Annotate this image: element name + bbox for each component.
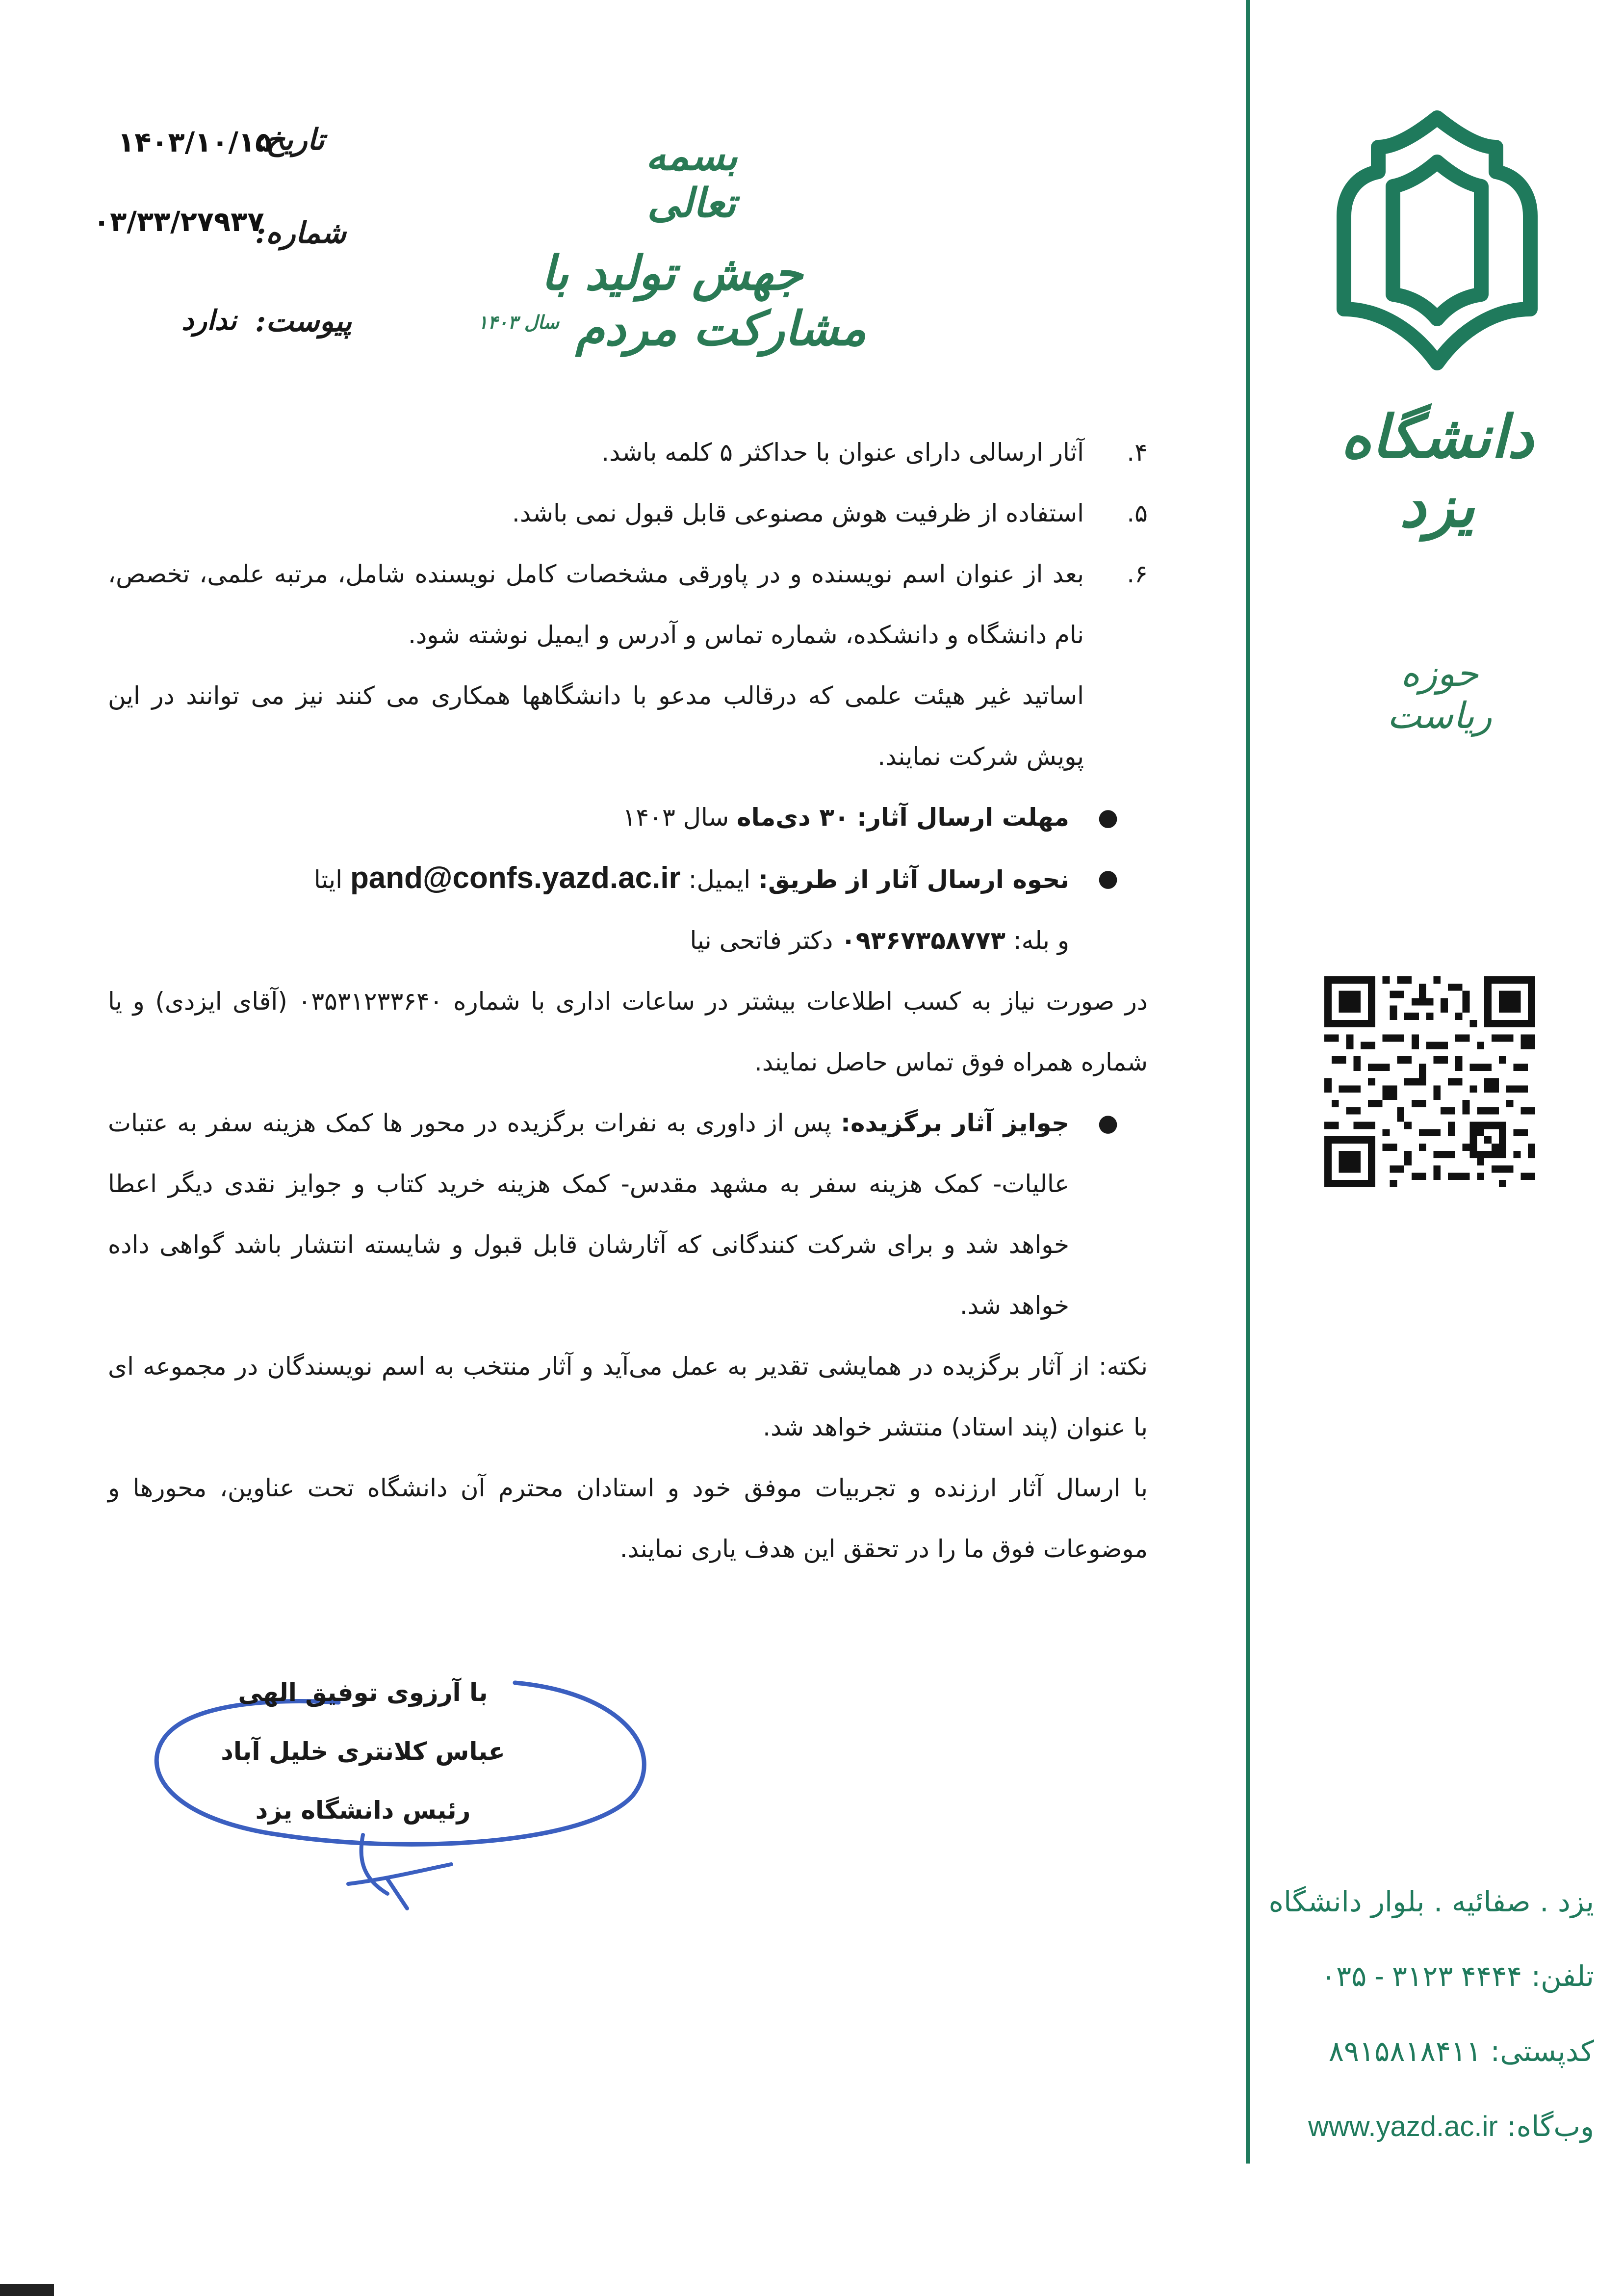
- list-item-5: [108, 483, 1148, 544]
- list-text: آثار ارسالی دارای عنوان با حداکثر ۵ کلمه باشد.: [601, 438, 1084, 467]
- prizes-text: پس از داوری به نفرات برگزیده در محور ها کمک هزینه سفر به عتبات عالیات- کمک هزینه سفر به مشهد مقدس- کمک هزینه خرید کتاب و جوایز نقدی دیگر اعطا خواهد شد و برای شرکت کنندگانی که آثارشان قابل قبول و شایسته انتشار باشد گواهی داده خواهد شد.: [108, 1109, 1069, 1320]
- number-value: ۰۳/۳۳/۲۷۹۳۷: [93, 206, 264, 238]
- website-link[interactable]: www.yazd.ac.ir: [1308, 2111, 1498, 2142]
- signature-name: عباس کلانتری خلیل آباد: [221, 1737, 505, 1766]
- corner-watermark: [0, 2284, 54, 2296]
- bullet-icon: ●: [1098, 864, 1118, 892]
- method-eitaa: ایتا: [313, 865, 343, 894]
- closing-paragraph: با ارسال آثار ارزنده و تجربیات موفق خود و استادان محترم آن دانشگاه تحت عناوین، محورها و موضوعات فوق ما را در تحقق این هدف یاری نمایند.: [108, 1474, 1148, 1563]
- attachment-value: ندارد: [181, 304, 237, 337]
- postal-label: کدپستی:: [1490, 2035, 1594, 2068]
- footer-address: یزد . صفائیه . بلوار دانشگاه: [1268, 1885, 1594, 1918]
- list-text: بعد از عنوان اسم نویسنده و در پاورقی مشخصات کامل نویسنده شامل، مرتبه علمی، تخصص، نام دانشگاه و دانشکده، شماره تماس و آدرس و ایمیل نوشته شود.: [108, 560, 1084, 649]
- footer-postal: [1261, 2014, 1594, 2089]
- yazd-university-logo-icon: [1334, 98, 1540, 392]
- method-email-label: ایمیل:: [688, 865, 751, 894]
- slogan-main: جهش تولید با مشارکت مردم: [541, 245, 866, 356]
- footer-phone: [1261, 1939, 1594, 2014]
- prizes-label: جوایز آثار برگزیده:: [841, 1109, 1069, 1137]
- bullet-icon: ●: [1098, 1109, 1118, 1137]
- submission-method-item: [108, 848, 1148, 971]
- contact-footer: [1261, 1864, 1594, 2164]
- postal-value: ۸۹۱۵۸۱۸۴۱۱: [1328, 2035, 1482, 2067]
- signature-title: رئیس دانشگاه یزد: [255, 1796, 471, 1825]
- deadline-suffix: سال ۱۴۰۳: [622, 803, 729, 832]
- deadline-value: ۳۰ دی‌ماه: [737, 803, 850, 832]
- footer-website: [1261, 2089, 1594, 2164]
- date-label: تاریخ:: [255, 123, 325, 157]
- letter-body: [108, 422, 1148, 1579]
- year-slogan: [471, 245, 873, 356]
- number-label: شماره:: [255, 216, 346, 250]
- professors-note: اساتید غیر هیئت علمی که درقالب مدعو با دانشگاهها همکاری می کنند نیز می توانند در این پویش شرکت نمایند.: [108, 681, 1084, 771]
- qr-code: [1324, 976, 1535, 1187]
- list-item-6: [108, 544, 1148, 665]
- deadline-label: مهلت ارسال آثار:: [857, 803, 1069, 832]
- signature-wish: با آرزوی توفیق الهی: [238, 1678, 488, 1707]
- attachment-label: پیوست:: [255, 304, 352, 339]
- method-person: دکتر فاتحی نیا: [690, 926, 833, 955]
- list-number: ۶.: [1127, 560, 1148, 588]
- office-name: حوزه ریاست: [1387, 652, 1492, 737]
- deadline-item: [108, 787, 1148, 848]
- list-item-4: [108, 422, 1148, 483]
- signature-block: [216, 1663, 510, 1840]
- info-paragraph: در صورت نیاز به کسب اطلاعات بیشتر در ساعات اداری با شماره ۰۳۵۳۱۲۳۳۶۴۰ (آقای ایزدی) و یا شماره همراه فوق تماس حاصل نمایند.: [108, 987, 1148, 1076]
- list-number: ۴.: [1127, 438, 1148, 467]
- note-paragraph: نکته: از آثار برگزیده در همایشی تقدیر به عمل می‌آید و آثار منتخب به اسم نویسندگان در مجموعه ای با عنوان (پند استاد) منتشر خواهد شد.: [108, 1352, 1148, 1441]
- method-label: نحوه ارسال آثار از طریق:: [758, 865, 1069, 894]
- prizes-item: [108, 1093, 1148, 1336]
- method-bale: و بله:: [1013, 926, 1069, 955]
- list-number: ۵.: [1127, 499, 1148, 527]
- website-label: وب‌گاه:: [1507, 2110, 1594, 2143]
- list-text: استفاده از ظرفیت هوش مصنوعی قابل قبول نمی باشد.: [512, 499, 1084, 527]
- phone-value: ۰۳۵ - ۳۱۲۳ ۴۴۴۴: [1320, 1960, 1522, 1992]
- university-name: دانشگاه یزد: [1340, 402, 1534, 541]
- phone-label: تلفن:: [1531, 1959, 1594, 1993]
- date-value: ۱۴۰۳/۱۰/۱۵: [118, 127, 272, 158]
- slogan-year: سال ۱۴۰۳: [478, 311, 559, 333]
- submission-email-link[interactable]: pand@confs.yazd.ac.ir: [350, 861, 681, 895]
- method-phone: ۰۹۳۶۷۳۵۸۷۷۳: [841, 926, 1005, 955]
- bismillah-heading: بسمه تعالی: [645, 132, 738, 227]
- vertical-divider: [1246, 0, 1250, 2164]
- bullet-icon: ●: [1098, 804, 1118, 831]
